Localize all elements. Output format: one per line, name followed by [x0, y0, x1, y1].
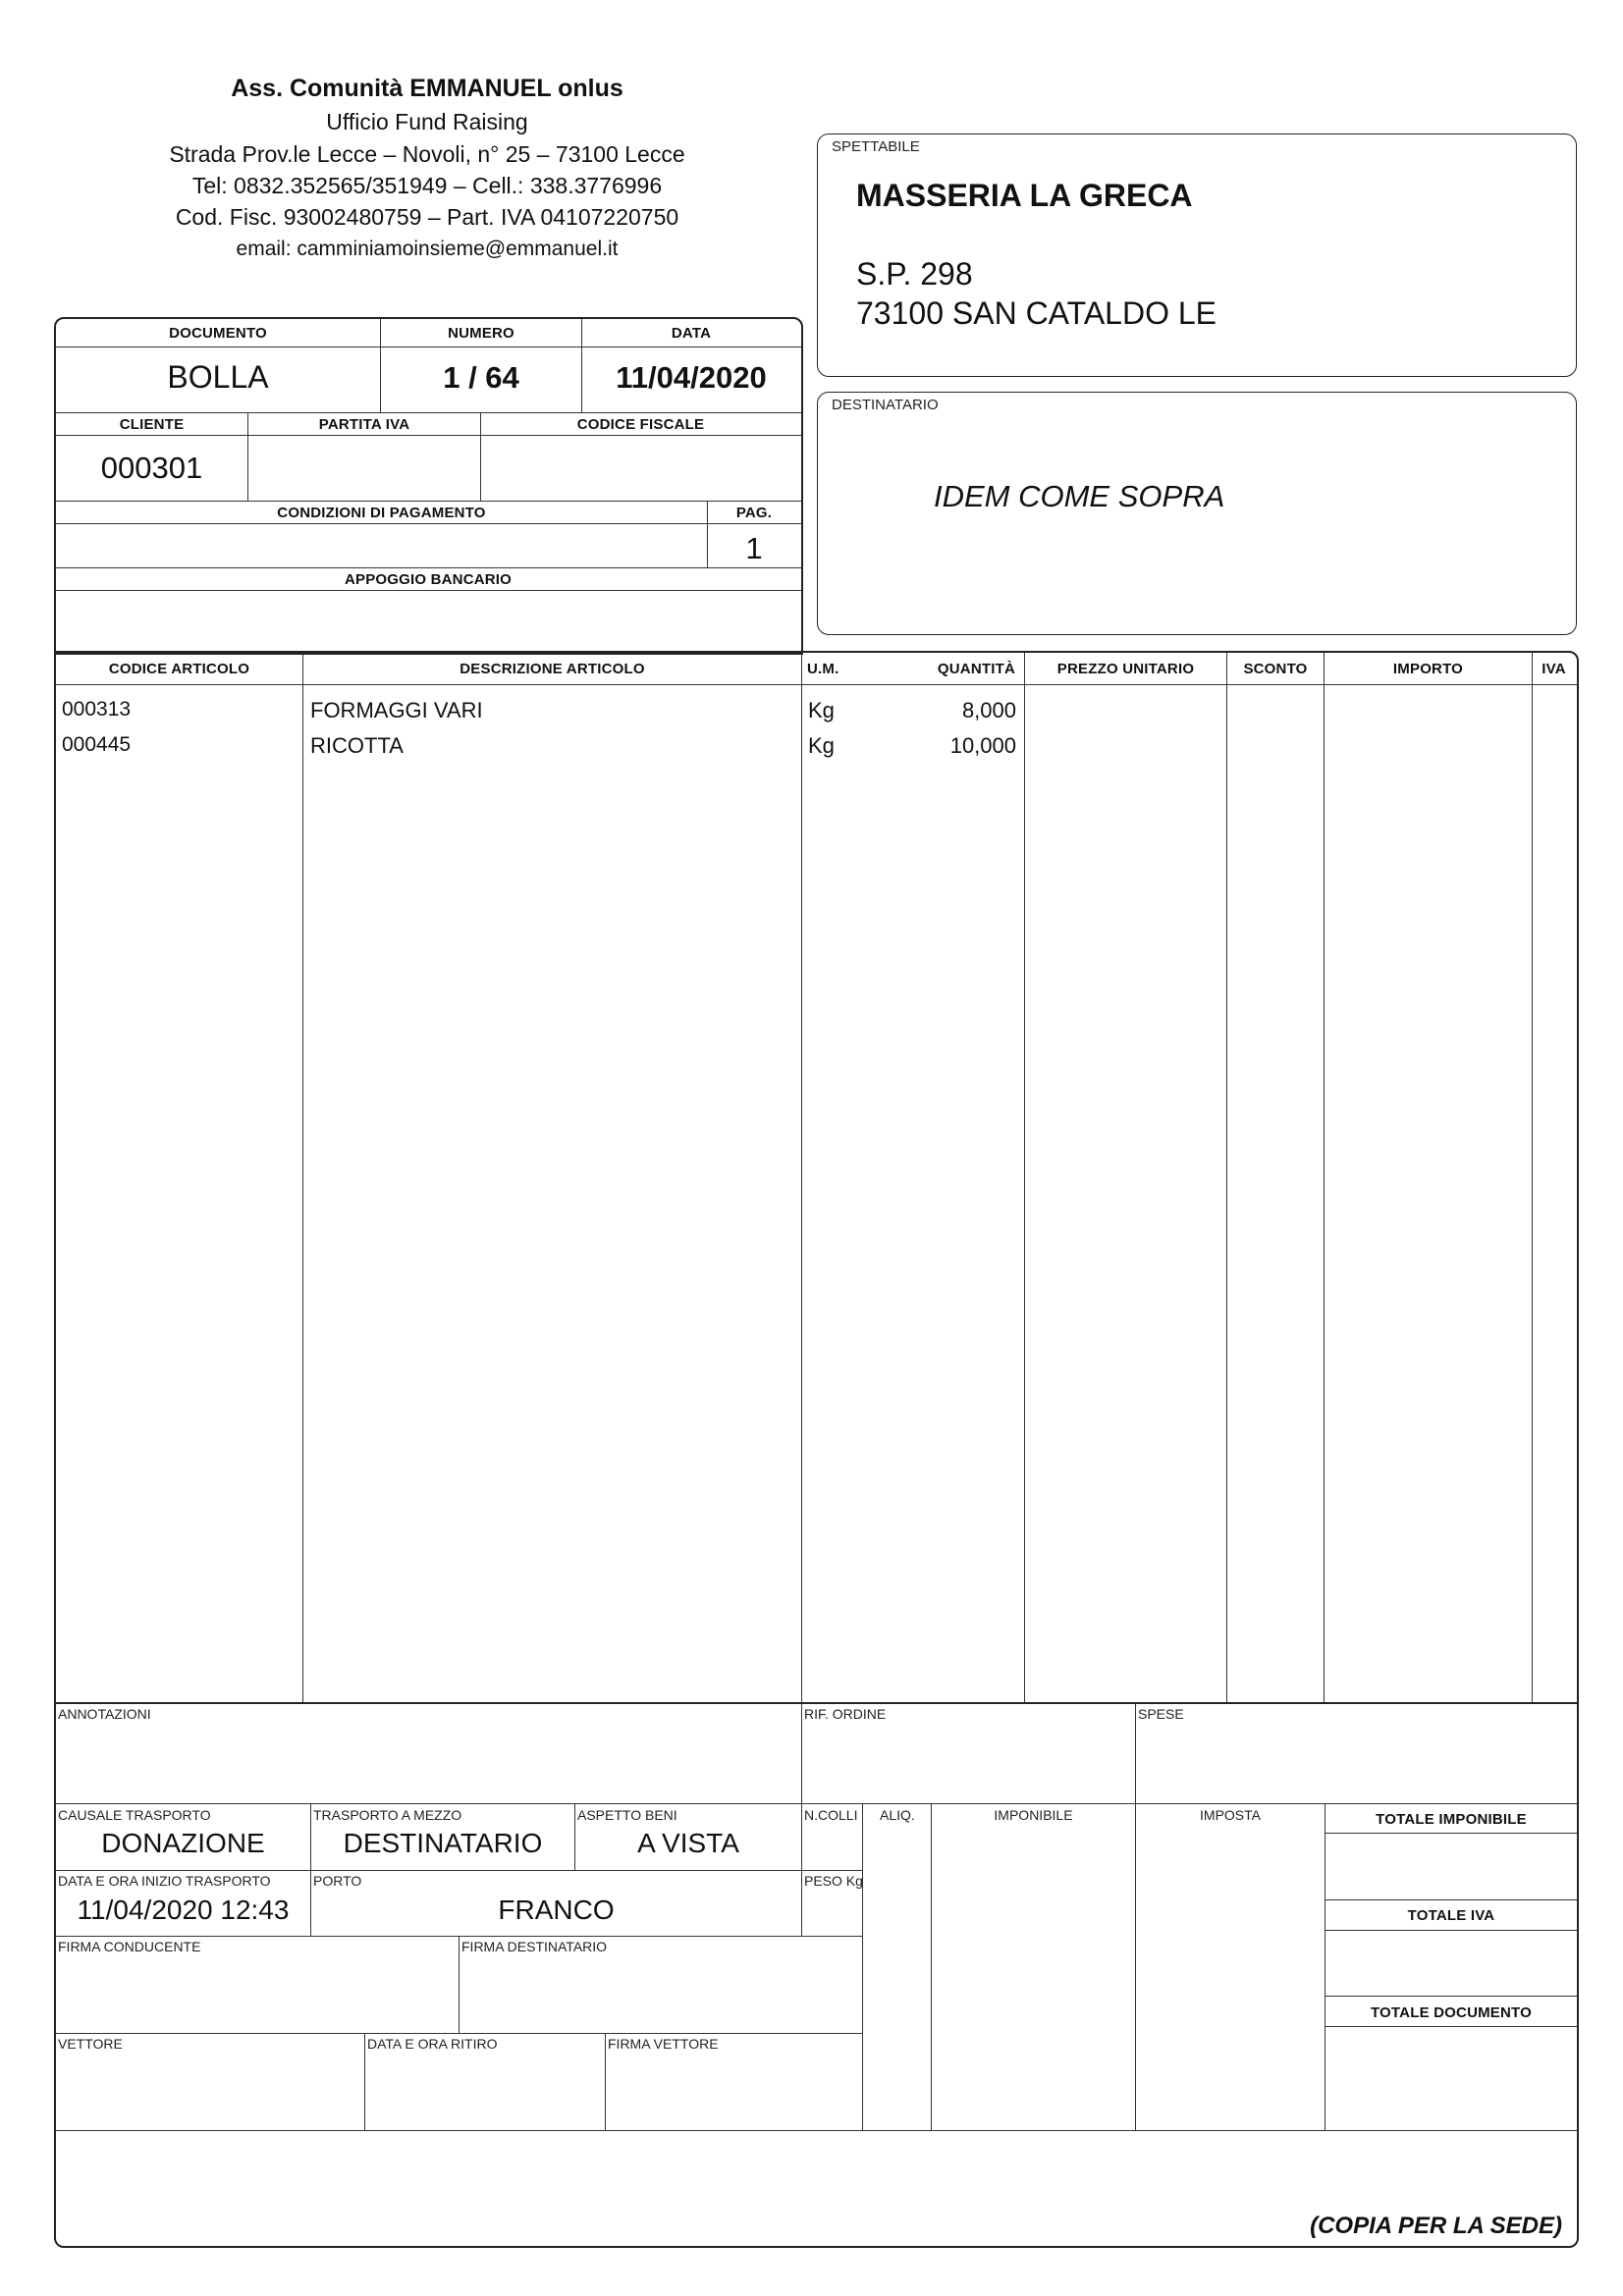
sender-phone: Tel: 0832.352565/351949 – Cell.: 338.3776996 [191, 173, 663, 198]
sender-fiscal: Cod. Fisc. 93002480759 – Part. IVA 04107220750 [175, 204, 679, 230]
porto-value: FRANCO [498, 1895, 615, 1925]
totale-iva-label: TOTALE IVA [1407, 1907, 1495, 1924]
col-codice-header: CODICE ARTICOLO [108, 661, 250, 677]
recipient-name: MASSERIA LA GRECA [856, 178, 1193, 213]
destination-value: IDEM COME SOPRA [934, 479, 1225, 513]
cliente-value: 000301 [100, 451, 203, 485]
numero-label: NUMERO [448, 325, 514, 342]
totale-documento-label: TOTALE DOCUMENTO [1370, 2004, 1533, 2021]
porto-label: PORTO [313, 1873, 362, 1889]
imponibile-label: IMPONIBILE [994, 1807, 1073, 1823]
col-sconto-header: SCONTO [1243, 661, 1308, 677]
documento-value: BOLLA [167, 359, 269, 395]
trasporto-value: DESTINATARIO [343, 1828, 543, 1858]
recipient-address1: S.P. 298 [856, 256, 973, 292]
col-prezzo-header: PREZZO UNITARIO [1056, 661, 1195, 677]
col-quantita-header: QUANTITÀ [937, 661, 1015, 677]
data-value: 11/04/2020 [616, 360, 767, 395]
col-descrizione-header: DESCRIZIONE ARTICOLO [460, 661, 645, 677]
ncolli-label: N.COLLI [804, 1807, 858, 1823]
partita-iva-label: PARTITA IVA [318, 416, 410, 433]
trasporto-label: TRASPORTO A MEZZO [313, 1807, 462, 1823]
firma-vettore-label: FIRMA VETTORE [608, 2036, 719, 2052]
data-inizio-label: DATA E ORA INIZIO TRASPORTO [58, 1873, 271, 1889]
aliq-label: ALIQ. [880, 1807, 915, 1823]
codice-fiscale-label: CODICE FISCALE [576, 416, 705, 433]
data-label: DATA [671, 325, 712, 342]
imposta-label: IMPOSTA [1200, 1807, 1261, 1823]
sender-office: Ufficio Fund Raising [326, 109, 528, 134]
data-ritiro-label: DATA E ORA RITIRO [367, 2036, 498, 2052]
condizioni-label: CONDIZIONI DI PAGAMENTO [277, 505, 486, 521]
copia-label: (COPIA PER LA SEDE) [1310, 2213, 1562, 2239]
peso-label: PESO Kg [804, 1873, 863, 1889]
rif-ordine-label: RIF. ORDINE [804, 1706, 887, 1722]
appoggio-label: APPOGGIO BANCARIO [344, 571, 513, 588]
data-inizio-value: 11/04/2020 12:43 [77, 1895, 290, 1925]
recipient-box [817, 133, 1577, 377]
causale-label: CAUSALE TRASPORTO [58, 1807, 211, 1823]
row-descrizione: RICOTTA [310, 733, 404, 758]
col-importo-header: IMPORTO [1392, 661, 1464, 677]
sender-name: Ass. Comunità EMMANUEL onlus [231, 75, 623, 102]
destination-box [817, 392, 1577, 635]
causale-value: DONAZIONE [101, 1828, 265, 1858]
sender-address: Strada Prov.le Lecce – Novoli, n° 25 – 73100 Lecce [169, 141, 685, 167]
numero-value: 1 / 64 [443, 360, 519, 395]
col-iva-header: IVA [1542, 661, 1566, 677]
spese-label: SPESE [1138, 1706, 1184, 1722]
row-quantita: 10,000 [949, 733, 1016, 758]
row-um: Kg [808, 733, 835, 758]
col-um-header: U.M. [807, 661, 839, 677]
documento-label: DOCUMENTO [169, 325, 267, 342]
annotazioni-label: ANNOTAZIONI [58, 1706, 151, 1722]
sender-email: email: camminiamoinsieme@emmanuel.it [236, 238, 619, 260]
row-um: Kg [808, 698, 835, 722]
row-quantita: 8,000 [961, 698, 1016, 722]
firma-conducente-label: FIRMA CONDUCENTE [58, 1939, 201, 1954]
recipient-address2: 73100 SAN CATALDO LE [856, 295, 1217, 331]
cliente-label: CLIENTE [119, 416, 185, 433]
vettore-label: VETTORE [58, 2036, 123, 2052]
row-codice: 000445 [62, 733, 132, 756]
aspetto-label: ASPETTO BENI [577, 1807, 677, 1823]
row-codice: 000313 [62, 698, 132, 721]
row-descrizione: FORMAGGI VARI [310, 698, 483, 722]
pag-value: 1 [745, 531, 763, 565]
pag-label: PAG. [735, 505, 773, 521]
firma-destinatario-label: FIRMA DESTINATARIO [461, 1939, 608, 1954]
recipient-label: SPETTABILE [832, 138, 920, 155]
aspetto-value: A VISTA [637, 1828, 739, 1858]
destination-label: DESTINATARIO [832, 397, 939, 413]
totale-imponibile-label: TOTALE IMPONIBILE [1376, 1811, 1527, 1828]
